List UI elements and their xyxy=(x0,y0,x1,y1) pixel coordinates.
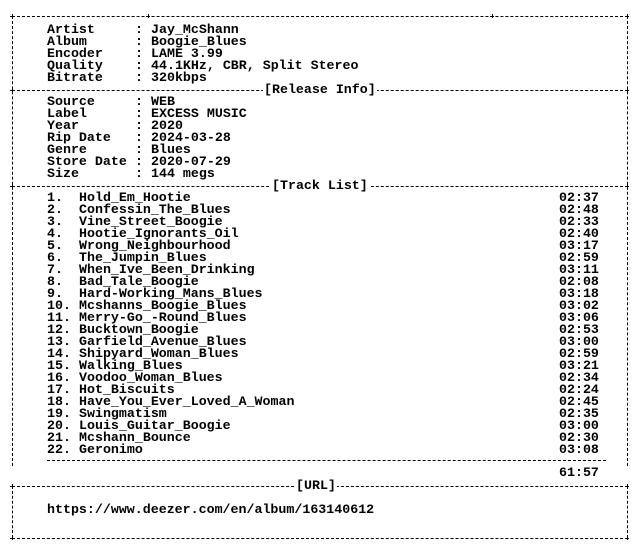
track-title: Bucktown_Boogie xyxy=(79,322,199,337)
track-title: Hootie_Ignorants_Oil xyxy=(79,226,239,241)
track-number: 16. xyxy=(47,370,71,385)
separator: : xyxy=(135,58,143,73)
track-duration: 02:59 xyxy=(559,346,599,361)
rip-date-value: 2024-03-28 xyxy=(151,130,231,145)
track-title: Vine_Street_Boogie xyxy=(79,214,223,229)
track-number: 21. xyxy=(47,430,71,445)
track-title: Hold_Em_Hootie xyxy=(79,190,191,205)
size-value: 144 megs xyxy=(151,166,215,181)
track-duration: 02:59 xyxy=(559,250,599,265)
quality-value: 44.1KHz, CBR, Split Stereo xyxy=(151,58,359,73)
track-number: 14. xyxy=(47,346,71,361)
track-number: 18. xyxy=(47,394,71,409)
album-label: Album xyxy=(47,34,87,49)
track-duration: 02:53 xyxy=(559,322,599,337)
corner-mark xyxy=(625,14,629,18)
track-duration: 03:18 xyxy=(559,286,599,301)
track-duration: 03:17 xyxy=(559,238,599,253)
corner-mark xyxy=(625,484,629,488)
track-duration: 02:45 xyxy=(559,394,599,409)
release-info-title: [Release Info] xyxy=(264,82,376,97)
release-row-rip-date xyxy=(0,132,640,144)
track-number: 8. xyxy=(47,274,63,289)
bitrate-label: Bitrate xyxy=(47,70,103,85)
rip-date-label: Rip Date xyxy=(47,130,111,145)
separator: : xyxy=(135,106,143,121)
track-duration: 02:37 xyxy=(559,190,599,205)
separator: : xyxy=(135,22,143,37)
total-separator xyxy=(47,460,606,461)
store-date-label: Store Date xyxy=(47,154,127,169)
track-title: Merry-Go_-Round_Blues xyxy=(79,310,247,325)
track-title: When_Ive_Been_Drinking xyxy=(79,262,255,277)
separator: : xyxy=(135,166,143,181)
encoder-value: LAME 3.99 xyxy=(151,46,223,61)
track-duration: 02:35 xyxy=(559,406,599,421)
corner-mark xyxy=(490,14,494,18)
track-title: Walking_Blues xyxy=(79,358,183,373)
track-title: Have_You_Ever_Loved_A_Woman xyxy=(79,394,295,409)
track-list-title: [Track List] xyxy=(272,178,368,193)
artist-label: Artist xyxy=(47,22,95,37)
album-value: Boogie_Blues xyxy=(151,34,247,49)
track-number: 17. xyxy=(47,382,71,397)
separator: : xyxy=(135,94,143,109)
track-number: 4. xyxy=(47,226,63,241)
track-number: 19. xyxy=(47,406,71,421)
track-title: Voodoo_Woman_Blues xyxy=(79,370,223,385)
release-row-store-date xyxy=(0,156,640,168)
genre-label: Genre xyxy=(47,142,87,157)
label-value: EXCESS MUSIC xyxy=(151,106,247,121)
separator: : xyxy=(135,46,143,61)
separator: : xyxy=(135,154,143,169)
corner-mark xyxy=(625,536,629,540)
tag-row-bitrate xyxy=(0,72,640,84)
separator: : xyxy=(135,130,143,145)
track-title: Hard-Working_Mans_Blues xyxy=(79,286,263,301)
separator: : xyxy=(135,70,143,85)
tag-row-artist xyxy=(0,24,640,36)
album-url: https://www.deezer.com/en/album/163140612 xyxy=(47,502,375,517)
track-duration: 03:02 xyxy=(559,298,599,313)
track-number: 7. xyxy=(47,262,63,277)
total-duration: 61:57 xyxy=(559,465,599,480)
separator: : xyxy=(135,118,143,133)
bitrate-value: 320kbps xyxy=(151,70,207,85)
year-label: Year xyxy=(47,118,79,133)
release-row-size xyxy=(0,168,640,180)
track-duration: 02:08 xyxy=(559,274,599,289)
track-number: 6. xyxy=(47,250,63,265)
url-row xyxy=(0,504,640,516)
track-duration: 02:34 xyxy=(559,370,599,385)
corner-mark xyxy=(10,14,14,18)
separator: : xyxy=(135,142,143,157)
track-number: 12. xyxy=(47,322,71,337)
bottom-border xyxy=(12,538,628,539)
track-title: Wrong_Neighbourhood xyxy=(79,238,231,253)
track-title: Mcshann_Bounce xyxy=(79,430,191,445)
track-number: 22. xyxy=(47,442,71,457)
track-duration: 03:21 xyxy=(559,358,599,373)
track-number: 5. xyxy=(47,238,63,253)
label-label: Label xyxy=(47,106,87,121)
track-title: Louis_Guitar_Boogie xyxy=(79,418,231,433)
year-value: 2020 xyxy=(151,118,183,133)
track-number: 3. xyxy=(47,214,63,229)
release-row-source xyxy=(0,96,640,108)
track-number: 10. xyxy=(47,298,71,313)
track-title: Garfield_Avenue_Blues xyxy=(79,334,247,349)
corner-mark xyxy=(625,88,629,92)
track-duration: 02:30 xyxy=(559,430,599,445)
track-title: Geronimo xyxy=(79,442,143,457)
track-title: Mcshanns_Boogie_Blues xyxy=(79,298,247,313)
track-number: 2. xyxy=(47,202,63,217)
url-title: [URL] xyxy=(296,478,336,493)
store-date-value: 2020-07-29 xyxy=(151,154,231,169)
total-row xyxy=(0,467,640,479)
track-duration: 03:08 xyxy=(559,442,599,457)
track-title: Confessin_The_Blues xyxy=(79,202,231,217)
corner-mark xyxy=(146,14,150,18)
track-title: Shipyard_Woman_Blues xyxy=(79,346,239,361)
track-duration: 03:00 xyxy=(559,418,599,433)
track-title: Bad_Tale_Boogie xyxy=(79,274,199,289)
track-number: 13. xyxy=(47,334,71,349)
quality-label: Quality xyxy=(47,58,103,73)
release-row-label xyxy=(0,108,640,120)
track-duration: 02:48 xyxy=(559,202,599,217)
artist-value: Jay_McShann xyxy=(151,22,239,37)
track-duration: 02:24 xyxy=(559,382,599,397)
track-number: 9. xyxy=(47,286,63,301)
track-title: Swingmatism xyxy=(79,406,167,421)
track-duration: 03:06 xyxy=(559,310,599,325)
track-title: The_Jumpin_Blues xyxy=(79,250,207,265)
track-duration: 03:11 xyxy=(559,262,599,277)
track-number: 1. xyxy=(47,190,63,205)
track-duration: 03:00 xyxy=(559,334,599,349)
size-label: Size xyxy=(47,166,79,181)
track-number: 15. xyxy=(47,358,71,373)
track-row xyxy=(0,444,640,456)
top-border xyxy=(12,16,628,17)
track-number: 11. xyxy=(47,310,71,325)
separator: : xyxy=(135,34,143,49)
source-value: WEB xyxy=(151,94,175,109)
track-duration: 02:33 xyxy=(559,214,599,229)
source-label: Source xyxy=(47,94,95,109)
track-duration: 02:40 xyxy=(559,226,599,241)
track-number: 20. xyxy=(47,418,71,433)
genre-value: Blues xyxy=(151,142,191,157)
encoder-label: Encoder xyxy=(47,46,103,61)
track-title: Hot_Biscuits xyxy=(79,382,175,397)
corner-mark xyxy=(625,184,629,188)
